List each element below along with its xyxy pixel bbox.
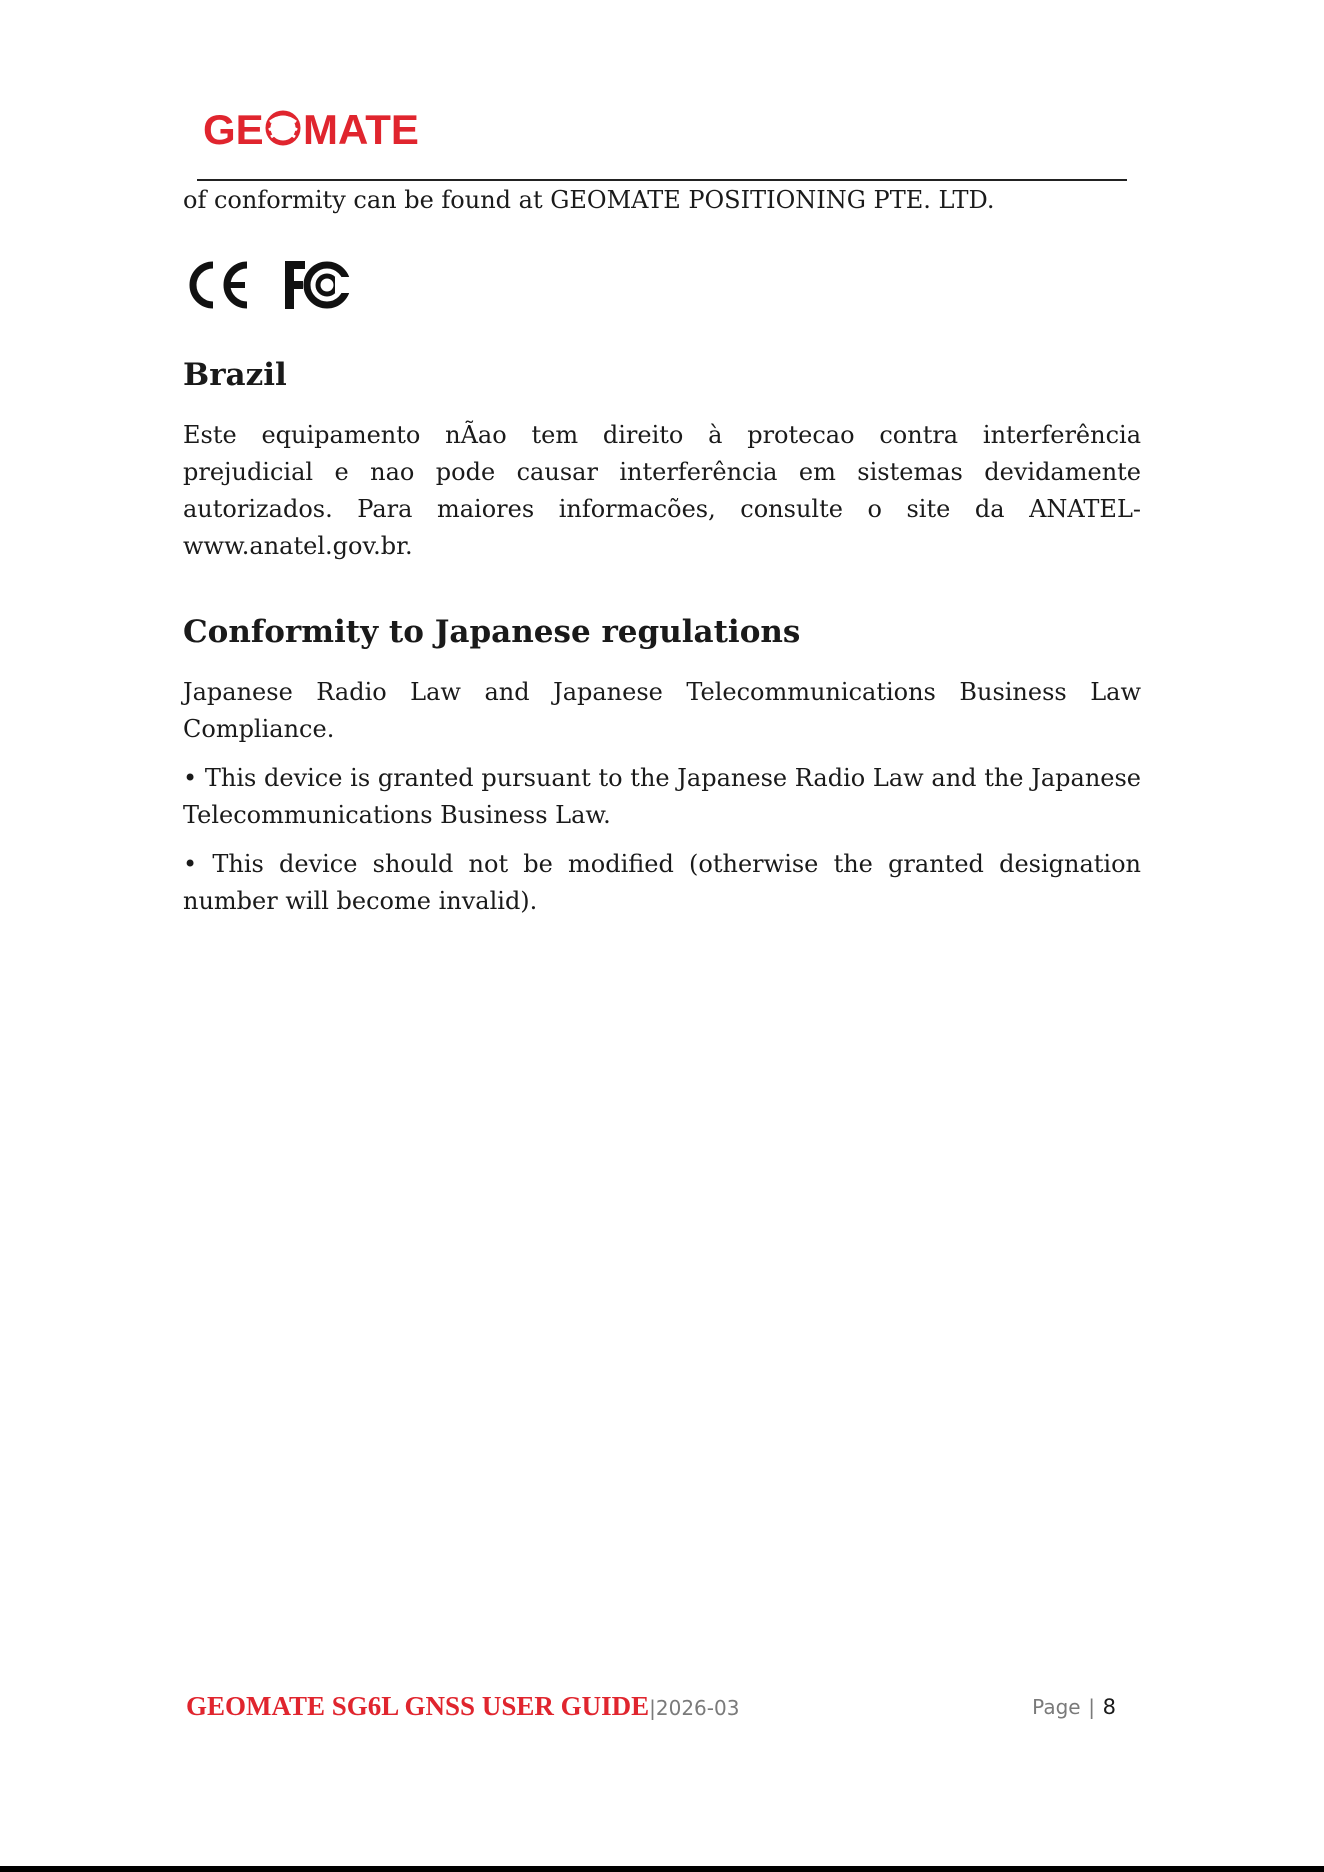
footer-page-label: Page <box>1032 1695 1081 1719</box>
page-footer <box>186 1688 1116 1724</box>
japan-intro: Japanese Radio Law and Japanese Telecommunications Business Law Compliance. <box>183 678 1141 743</box>
fcc-mark-icon <box>281 257 351 313</box>
header-rule <box>197 179 1127 181</box>
logo-swirl-icon <box>268 113 298 143</box>
ce-mark-icon <box>183 257 251 313</box>
brazil-body: Este equipamento nÃao tem direito à protecao contra interferência prejudicial e nao pode causar interferência em sistemas devidamente autorizados. Para maiores informacões, consulte o site da ANATEL-www.anatel.gov.br. <box>183 421 1141 560</box>
footer-date: 2026-03 <box>655 1696 740 1720</box>
japan-bullet-2: • This device should not be modified (otherwise the granted designation number will become invalid). <box>183 850 1141 915</box>
geomate-logo-icon <box>203 106 423 150</box>
main-content <box>183 182 1141 920</box>
logo-text-mate: MATE <box>303 106 419 150</box>
logo-text-ge: GE <box>203 106 264 150</box>
footer-page-number: 8 <box>1102 1695 1116 1719</box>
brazil-heading: Brazil <box>183 357 287 393</box>
bottom-edge-bar <box>0 1866 1324 1872</box>
intro-line: of conformity can be found at GEOMATE POSITIONING PTE. LTD. <box>183 186 995 214</box>
geomate-logo <box>203 106 423 150</box>
footer-separator: | <box>649 1696 656 1720</box>
japan-heading: Conformity to Japanese regulations <box>183 614 801 650</box>
footer-page-indicator <box>1032 1688 1116 1725</box>
footer-page-separator: | <box>1088 1695 1095 1719</box>
footer-guide-title: GEOMATE SG6L GNSS USER GUIDE <box>186 1691 650 1721</box>
japan-bullet-1: • This device is granted pursuant to the Japanese Radio Law and the Japanese Telecommunications Business Law. <box>183 764 1141 829</box>
certification-marks <box>183 253 1141 317</box>
